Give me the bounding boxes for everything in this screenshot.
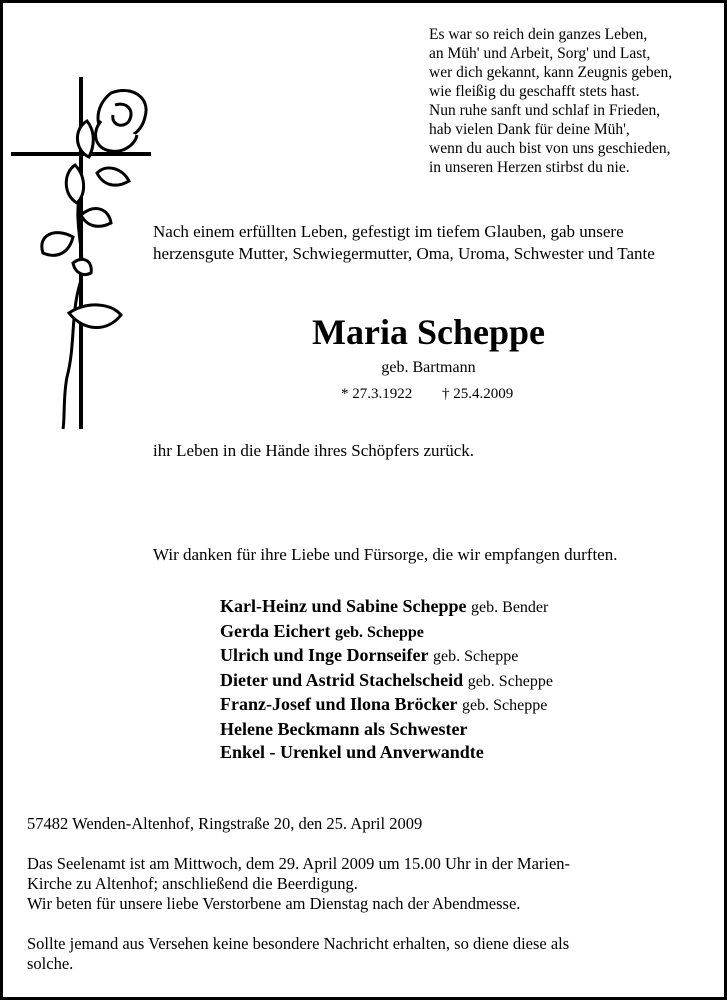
mourner-name: Ulrich und Inge Dornseifer <box>220 645 429 665</box>
poem-line: an Müh' und Arbeit, Sorg' und Last, <box>429 45 651 62</box>
mourner-nee: geb. Scheppe <box>433 648 519 665</box>
notice-line: Sollte jemand aus Versehen keine besondere Nachricht erhalten, so diene diese als <box>27 934 570 953</box>
poem <box>429 25 719 177</box>
service-line: Wir beten für unsere liebe Verstorbene am Dienstag nach der Abendmesse. <box>27 894 521 913</box>
death-date: † 25.4.2009 <box>442 386 514 402</box>
mourner-line <box>220 595 553 620</box>
mourner-line <box>220 644 553 669</box>
mourner-name: Dieter und Astrid Stachelscheid <box>220 669 464 690</box>
service-info <box>27 854 707 914</box>
poem-line: wenn du auch bist von uns geschieden, <box>429 140 671 157</box>
notice-line: solche. <box>27 954 74 973</box>
mourner-nee: geb. Scheppe <box>334 623 424 641</box>
mourner-name: Karl-Heinz und Sabine Scheppe <box>220 596 467 616</box>
mourners-list <box>220 595 553 765</box>
poem-line: wie fleißig du geschafft stets hast. <box>429 83 640 100</box>
thanks-text: Wir danken für ihre Liebe und Fürsorge, die wir empfangen durften. <box>153 545 618 564</box>
intro-text: Nach einem erfüllten Leben, gefestigt im tiefem Glauben, gab unsere herzensgute Mutter, Schwiegermutter, Oma, Uroma, Schwester und Tante <box>153 222 655 263</box>
mourner-line <box>220 741 553 765</box>
cross-with-rose-icon <box>11 77 151 432</box>
mourner-line <box>220 620 553 645</box>
poem-line: hab vielen Dank für deine Müh', <box>429 121 630 138</box>
mourner-line <box>220 693 553 718</box>
service-line: Kirche zu Altenhof; anschließend die Beerdigung. <box>27 874 358 893</box>
mourner-nee: geb. Scheppe <box>467 672 553 690</box>
mourner-name: Gerda Eichert <box>220 620 331 641</box>
service-line: Das Seelenamt ist am Mittwoch, dem 29. April 2009 um 15.00 Uhr in der Marien- <box>27 854 571 873</box>
poem-line: wer dich gekannt, kann Zeugnis geben, <box>429 64 673 81</box>
poem-line: Es war so reich dein ganzes Leben, <box>429 26 648 43</box>
mourner-name: Franz-Josef und Ilona Bröcker <box>220 694 458 714</box>
mourner-nee: geb. Scheppe <box>462 697 548 714</box>
birth-name: geb. Bartmann <box>381 359 476 376</box>
poem-line: Nun ruhe sanft und schlaf in Frieden, <box>429 102 661 119</box>
mourner-name: Helene Beckmann als Schwester <box>220 718 468 739</box>
notice-text <box>27 934 707 974</box>
mourner-nee: geb. Bender <box>471 599 549 616</box>
deceased-name: Maria Scheppe <box>312 312 545 352</box>
life-dates <box>341 386 513 403</box>
mourner-line <box>220 669 553 694</box>
mourner-name: Enkel - Urenkel und Anverwandte <box>220 742 484 762</box>
returned-text: ihr Leben in die Hände ihres Schöpfers zurück. <box>153 441 474 460</box>
poem-line: in unseren Herzen stirbst du nie. <box>429 159 630 176</box>
address-line: 57482 Wenden-Altenhof, Ringstraße 20, den 25. April 2009 <box>27 814 423 833</box>
mourner-line <box>220 718 553 742</box>
birth-date: * 27.3.1922 <box>341 386 413 402</box>
